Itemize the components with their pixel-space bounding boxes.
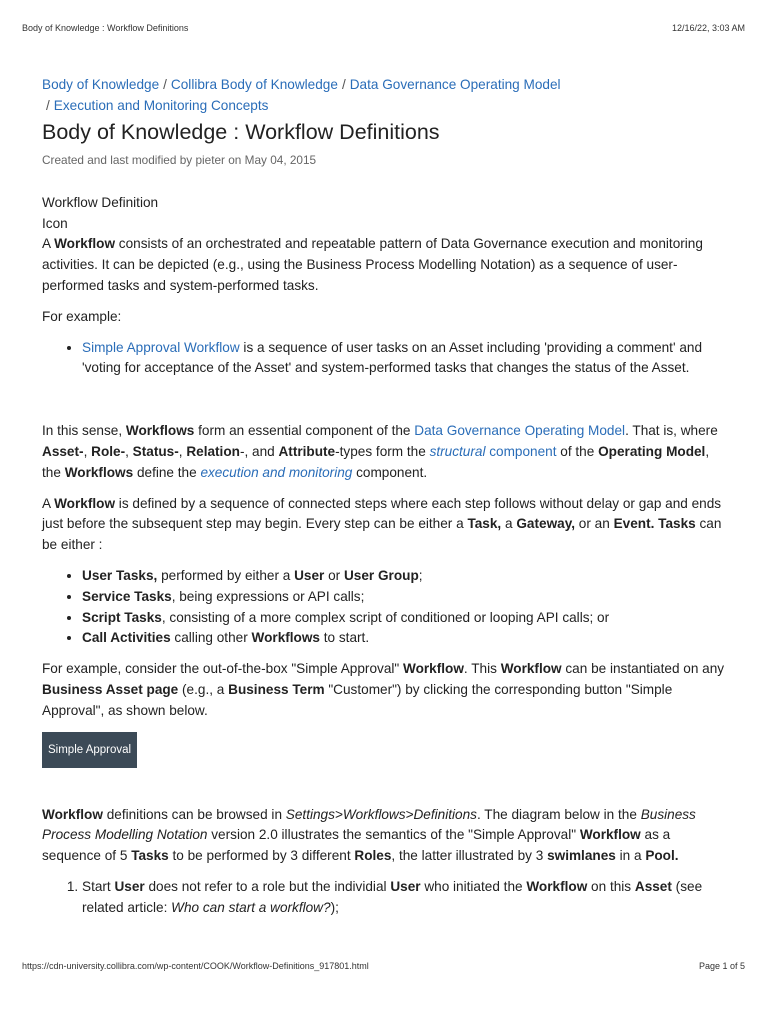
breadcrumb-link-data-governance-operating-model[interactable]: Data Governance Operating Model	[349, 77, 561, 92]
print-header-datetime: 12/16/22, 3:03 AM	[671, 23, 745, 33]
print-footer-url: https://cdn-university.collibra.com/wp-content/COOK/Workflow-Definitions_917801.html	[22, 961, 369, 971]
list-item: • User Tasks, performed by either a User or User Group;	[82, 566, 725, 587]
print-footer	[22, 961, 745, 971]
breadcrumb-separator: /	[46, 97, 50, 113]
print-header	[22, 23, 745, 33]
breadcrumb	[42, 75, 725, 116]
paragraph-simple-approval-example: For example, consider the out-of-the-box "Simple Approval" Workflow. This Workflow can be instantiated on any Business Asset page (e.g., a Business Term "Customer") by clicking the corresponding button "Simple Approval", as shown below.	[42, 661, 725, 718]
breadcrumb-link-execution-and-monitoring[interactable]: Execution and Monitoring Concepts	[53, 97, 269, 113]
print-header-title: Body of Knowledge : Workflow Definitions	[22, 23, 189, 33]
list-item: • Call Activities calling other Workflows to start.	[82, 628, 725, 649]
list-item: • Simple Approval Workflow is a sequence of user tasks on an Asset including 'providing a comment' and 'voting for acceptance of the Asset' and system-performed tasks that changes the status of the Asset.	[82, 338, 725, 380]
paragraph-workflow-intro: A Workflow consists of an orchestrated and repeatable pattern of Data Governance execution and monitoring activities. It can be depicted (e.g., using the Business Process Modelling Notation) as a sequence of user-performed tasks and system-performed tasks.	[42, 236, 703, 293]
heading-icon: Icon	[42, 215, 68, 231]
paragraph-for-example: For example:	[42, 308, 122, 324]
paragraph-workflow-steps: A Workflow is defined by a sequence of connected steps where each step follows without delay or gap and ends just before the subsequent step may begin. Every step can be either a Task, a Gateway, or an Event. Tasks can be either :	[42, 495, 722, 553]
breadcrumb-link-body-of-knowledge[interactable]: Body of Knowledge	[42, 77, 160, 92]
breadcrumb-link-collibra-body-of-knowledge[interactable]: Collibra Body of Knowledge	[170, 77, 338, 92]
link-execution-and-monitoring[interactable]: execution and monitoring	[200, 464, 353, 480]
paragraph-operating-model: In this sense, Workflows form an essential component of the Data Governance Operating Model. That is, where Asset-, Role-, Status-, Relation-, and Attribute-types form the structural component of the Operating Model, the Workflows define the execution and monitoring component.	[42, 423, 718, 480]
simple-approval-button-screenshot: Simple Approval	[42, 732, 137, 768]
list-item: • Service Tasks, being expressions or API calls;	[82, 587, 725, 608]
list-item: • Script Tasks, consisting of a more complex script of conditioned or looping API calls; or	[82, 608, 725, 629]
definition-heading-block	[42, 193, 725, 235]
task-type-list	[42, 566, 725, 649]
heading-workflow-definition: Workflow Definition	[42, 194, 159, 210]
list-item: 1. Start User does not refer to a role but the individial User who initiated the Workflow on this Asset (see related article: Who can start a workflow?);	[82, 877, 725, 919]
link-data-governance-operating-model[interactable]: Data Governance Operating Model	[414, 423, 626, 439]
breadcrumb-separator: /	[341, 77, 346, 92]
breadcrumb-separator: /	[163, 77, 167, 92]
paragraph-workflow-definitions: Workflow definitions can be browsed in Settings>Workflows>Definitions. The diagram below in the Business Process Modelling Notation version 2.0 illustrates the semantics of the "Simple Approval" Workflow as a sequence of 5 Tasks to be performed by 3 different Roles, the latter illustrated by 3 swimlanes in a Pool.	[42, 806, 696, 864]
page-content	[42, 75, 725, 929]
link-simple-approval-workflow[interactable]: Simple Approval Workflow	[82, 339, 240, 355]
print-footer-page: Page 1 of 5	[698, 961, 745, 971]
example-list	[42, 338, 725, 380]
page-meta: Created and last modified by pieter on May 04, 2015	[42, 153, 317, 167]
task-steps-list	[42, 877, 725, 919]
link-structural-component[interactable]: structural component	[429, 443, 557, 459]
page-title: Body of Knowledge : Workflow Definitions	[42, 120, 440, 144]
